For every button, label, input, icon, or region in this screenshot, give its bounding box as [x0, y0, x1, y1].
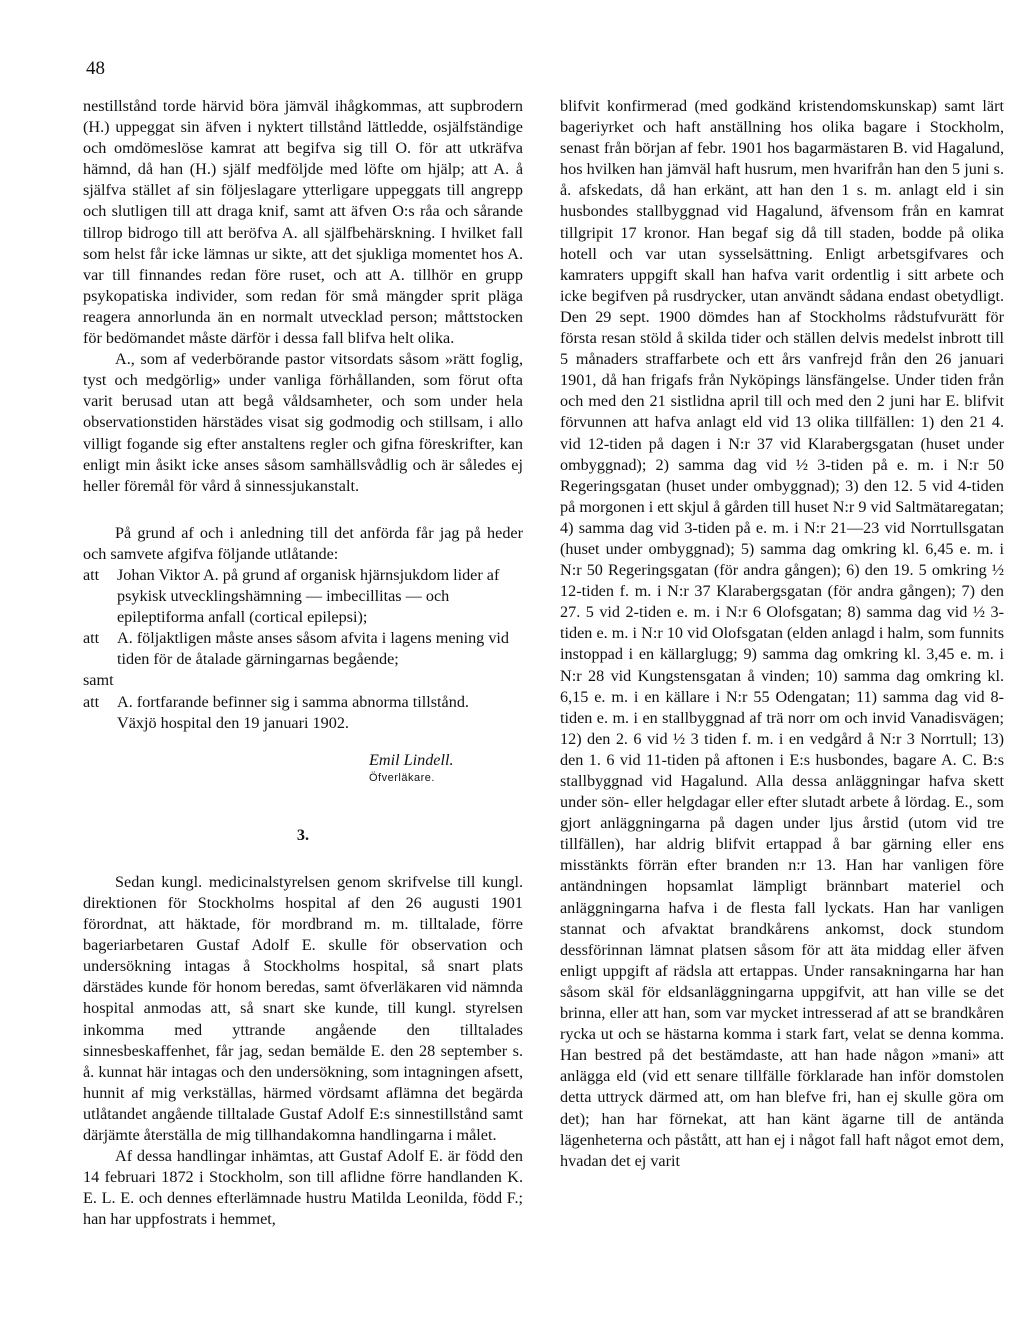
place-date: Växjö hospital den 19 januari 1902. — [117, 713, 349, 732]
paragraph: På grund af och i anledning till det anförda får jag på heder och samvete afgifva följande utlåtande: — [83, 523, 523, 563]
statement-text: A. fortfarande befinner sig i samma abnorma tillstånd. — [117, 692, 469, 711]
left-column — [83, 96, 523, 1231]
paragraph: Sedan kungl. medicinalstyrelsen genom skrifvelse till kungl. direktionen för Stockholms hospital af den 26 augusti 1901 förordnat, att häktade, för mordbrand m. m. tilltalade, förre bageriarbetaren Gustaf Adolf E. skulle för observation och undersökning intagas å Stockholms hospital, så snart plats därstädes kunde för honom beredas, samt öfverläkaren vid nämnda hospital anmodas att, så snart ske kunde, till kungl. styrelsen inkomma med yttrande angående den tilltalades sinnesbeskaffenhet, får jag, sedan bemälde E. den 28 september s. å. kunnat här intagas och den undersökning, som intagningen afsett, hunnit af mig verkställas, härmed vördsamt aflämna det begärda utlåtandet angående tilltalade Gustaf Adolf E:s sinnestillstånd samt därjämte återställa de mig tillhandakomna handlingarna i målet. — [83, 872, 523, 1145]
statement-item — [83, 628, 523, 670]
paragraph: nestillstånd torde härvid böra jämväl ihågkommas, att supbrodern (H.) uppeggat sin äfven i nyktert tillstånd lättledde, osjälfständige och omdömeslöse kamrat att begifva sig till O. för att utkräfva hämnd, då han (H.) själf medföljde med löfte om hjälp; att A. å själfva stället af sin följeslagare ytterligare uppeggats till angrepp och slutligen till att draga knif, samt att äfven O:s råa och sårande tillrop bidrogo till att beröfva A. all själfbehärskning. I hvilket fall som helst får icke lämnas ur sikte, att det sjukliga momentet hos A. var till finnandes redan före ruset, och att A. tillhör en grupp psykopatiska individer, som redan för små mängder sprit pläga reagera annorlunda än en normalt utvecklad person; måttstocken för bedömandet måste därför i dessa fall blifva helt olika. — [83, 97, 523, 348]
statement-item — [83, 565, 523, 628]
statement-lead: att — [83, 629, 100, 648]
statement-item — [83, 670, 523, 691]
right-column — [560, 96, 1004, 1172]
paragraph: blifvit konfirmerad (med godkänd kristendomskunskap) samt lärt bageriyrket och haft anställning hos olika bagare i Stockholm, senast från början af febr. 1901 hos bagarmästaren B. vid Hagalund, hos hvilken han jämväl haft husrum, men hvarifrån han den 5 juni s. å. afskedats, då han erkänt, att han den 1 s. m. anlagt eld i sin husbondes stallbyggnad vid Hagalund, äfvensom från en kamrat tillgripit 17 kronor. Han begaf sig då till staden, bodde på olika hotell och var utan sysselsättning. Enligt arbetsgifvares och kamraters uppgift skall han hafva varit ordentlig i sitt arbete och icke begifven på rusdrycker, utan användt sådana endast obetydligt. Den 29 sept. 1900 dömdes han af Stockholms rådstufvurätt för första resan stöld å skilda tider och ställen delvis medelst inbrott till 5 månaders straffarbete och ett års vanfrejd från den 26 januari 1901, då han frigafs från Nyköpings länsfängelse. Under tiden från och med den 21 sistlidna april till och med den 2 juni har E. blifvit förvunnen att hafva anlagt eld vid 13 olika tillfällen: 1) den 21 4. vid 12-tiden på dagen i N:r 37 vid Klarabergsgatan (huset under ombyggnad); 2) samma dag vid ½ 3-tiden på e. m. i N:r 50 Regeringsgatan (huset under ombyggnad); 3) den 12. 5 vid 4-tiden på morgonen i ett skjul å gården till huset N:r 9 vid Saltmätaregatan; 4) samma dag vid 3-tiden på e. m. i N:r 21—23 vid Norrtullsgatan (huset under ombyggnad); 5) samma dag omkring kl. 6,45 e. m. i N:r 50 Regeringsgatan (för andra gången); 6) den 19. 5 omkring ½ 12-tiden f. m. i N:r 37 Klarabergsgatan (för andra gången); 7) den 27. 5 vid 2-tiden e. m. i N:r 6 Olofsgatan; 8) samma dag vid ½ 3-tiden e. m. i N:r 10 vid Olofsgatan (elden anlagd i halm, som funnits instoppad i en källarglugg; 9) samma dag omkring kl. 3,45 e. m. i N:r 28 vid Kungstensgatan å vinden; 10) samma dag omkring kl. 6,15 e. m. i en källare i N:r 55 Odengatan; 11) samma dag vid 8-tiden e. m. i en stallbyggnad af trä norr om och invid Vanadisvägen; 12) den 2. 6 vid ½ 3 tiden f. m. i en vedgård å N:r 3 Norrtull; 13) den 1. 6 vid 11-tiden på aftonen i E:s husbondes, bagare A. C. B:s stallbyggnad vid Hagalund. Alla dessa anläggningar hafva skett under sön- eller helgdagar eller efter slutadt arbete å lördag. E., som gjort anläggningarna på dagen under ljus årstid (utom vid tre tillfällen), har aldrig blifvit ertappad å bar gärning eller ens misstänkts förrän efter branden n:r 13. Han har vanligen före antändningen hopsamlat lämpligt brännbart materiel och anläggningarna hafva i de flesta fall lyckats. Han har vanligen stannat och afvaktat brandkårens ankomst, dock stundom dessförinnan lämnat platsen såsom för att äta middag eller äfven enligt uppgift af rädsla att ertappas. Under ransakningarna har han såsom skäl för eldsanläggningarna uppgifvit, att han ville se det brinna, eller att han, som var mycket intresserad af att se brandkåren rycka ut och se hästarna komma i stark fart, velat se denna komma. Han bestred på det bestämdaste, att han hade någon »mani» att anlägga eld (vid ett senare tillfälle förklarade han inför domstolen detta uttryck därmed att, om han blefve fri, han ej skulle göra om det); han har förnekat, att han känt ägarne till de antända lägenheterna och påstått, att han ej i något fall haft något emot dem, hvadan det ej varit — [560, 97, 1004, 1170]
signature-block — [369, 750, 523, 785]
paragraph: Af dessa handlingar inhämtas, att Gustaf Adolf E. är född den 14 februari 1872 i Stockholm, son till aflidne förre handlanden K. E. L. E. och dennes efterlämnade hustru Matilda Leonilda, född F.; han har uppfostrats i hemmet, — [83, 1147, 523, 1229]
section-number: 3. — [296, 825, 310, 844]
statement-lead: att — [83, 565, 100, 584]
statement-text: A. följaktligen måste anses såsom afvita i lagens mening vid tiden för de åtalade gärningarnas begående; — [117, 629, 510, 669]
signature-title: Öfverläkare. — [369, 771, 435, 784]
statement-lead: att — [83, 692, 100, 711]
statement-text: Johan Viktor A. på grund af organisk hjärnsjukdom lider af psykisk utvecklingshämning — imbecillitas — och epileptiforma anfall (cortical epilepsi); — [117, 565, 500, 627]
paragraph: A., som af vederbörande pastor vitsordats såsom »rätt foglig, tyst och medgörlig» under vanliga förhållanden, som förut ofta varit berusad utan att begå våldsamheter, och som under hela observationstiden härstädes visat sig godmodig och stillsam, i allo villigt fogande sig efter anstaltens regler och gifna föreskrifter, kan enligt min åsikt icke anses såsom samhällsvådlig och är således ej heller föremål för vård å sinnessjukanstalt. — [83, 350, 523, 495]
page-number: 48 — [86, 58, 105, 79]
statement-text — [117, 670, 523, 691]
signature-name: Emil Lindell. — [369, 750, 454, 769]
statement-item — [83, 692, 523, 713]
statement-lead: samt — [83, 671, 114, 690]
